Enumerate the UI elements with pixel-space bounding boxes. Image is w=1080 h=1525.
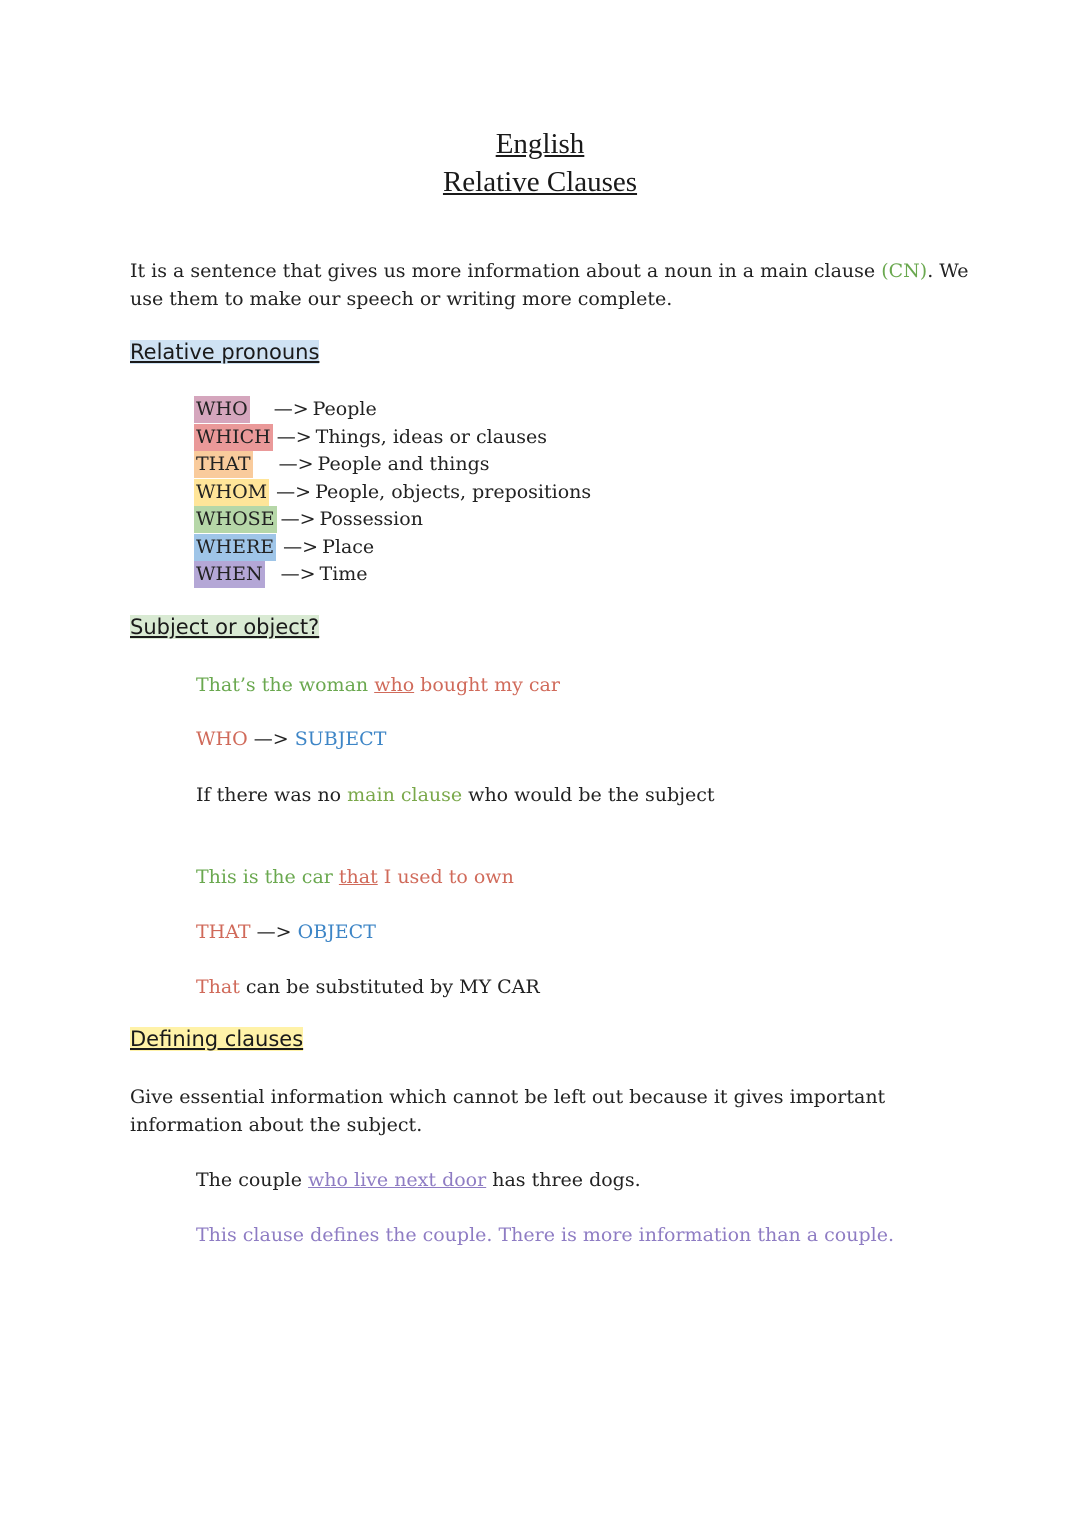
intro-line-2: use them to make our speech or writing more complete. (130, 288, 673, 310)
pronoun-meaning: Place (322, 535, 375, 558)
pronoun-word: THAT (194, 451, 253, 478)
defining-clause: who live next door (308, 1169, 487, 1191)
pronoun-meaning: People (312, 398, 377, 420)
pronoun-row (194, 561, 593, 589)
pronoun-word: WHO (194, 396, 250, 423)
page-subtitle: Relative Clauses (442, 166, 638, 198)
intro-line-1 (130, 257, 969, 285)
intro-text: It is a sentence that gives us more information about a noun in a main clause (130, 260, 882, 282)
rule-that-object: THAT —> OBJECT (196, 921, 376, 943)
pronoun-row (194, 479, 593, 507)
cn-label: (CN) (881, 260, 928, 282)
pronoun-list (194, 396, 593, 589)
arrow: —> (276, 480, 312, 503)
pronoun-word: WHOM (194, 479, 269, 506)
pronoun-word: WHICH (194, 424, 273, 451)
defining-example: The couple who live next door has three dogs. (196, 1169, 641, 1191)
pronoun-meaning: Things, ideas or clauses (315, 425, 548, 448)
pronoun-row (194, 396, 593, 424)
rule-who-subject: WHO —> SUBJECT (196, 728, 387, 750)
relative-pronoun-that: that (338, 866, 378, 888)
section-heading-defining-clauses: Defining clauses (130, 1027, 304, 1051)
note-substitution: That can be substituted by MY CAR (196, 976, 540, 998)
pronoun-meaning: Possession (319, 508, 423, 530)
defining-note: This clause defines the couple. There is more information than a couple. (196, 1224, 895, 1246)
pronoun-word: WHERE (194, 534, 276, 561)
arrow: —> (278, 453, 314, 475)
arrow: —> (280, 563, 316, 585)
pronoun-word: WHOSE (194, 506, 277, 533)
section-heading-relative-pronouns: Relative pronouns (130, 340, 320, 364)
arrow: —> (280, 508, 316, 530)
pronoun-row (194, 506, 593, 534)
pronoun-row (194, 534, 593, 562)
page-title: English (495, 128, 585, 160)
pronoun-word: WHEN (194, 561, 265, 588)
pronoun-meaning: People and things (317, 453, 490, 475)
example-sentence-2: This is the car that I used to own (196, 866, 514, 888)
pronoun-row (194, 424, 593, 452)
example-sentence-1: That’s the woman who bought my car (196, 674, 560, 696)
defining-desc-line-2: information about the subject. (130, 1114, 423, 1136)
intro-text-end: . We (927, 260, 969, 282)
note-main-clause: If there was no main clause who would be the subject (196, 784, 715, 806)
pronoun-meaning: Time (319, 563, 368, 585)
pronoun-row (194, 451, 593, 479)
arrow: —> (276, 425, 312, 448)
relative-pronoun-who: who (374, 674, 415, 696)
arrow: —> (273, 398, 309, 420)
defining-desc-line-1: Give essential information which cannot be left out because it gives important (130, 1086, 886, 1108)
section-heading-subject-object: Subject or object? (130, 615, 320, 639)
arrow: —> (283, 535, 319, 558)
pronoun-meaning: People, objects, prepositions (315, 480, 592, 503)
